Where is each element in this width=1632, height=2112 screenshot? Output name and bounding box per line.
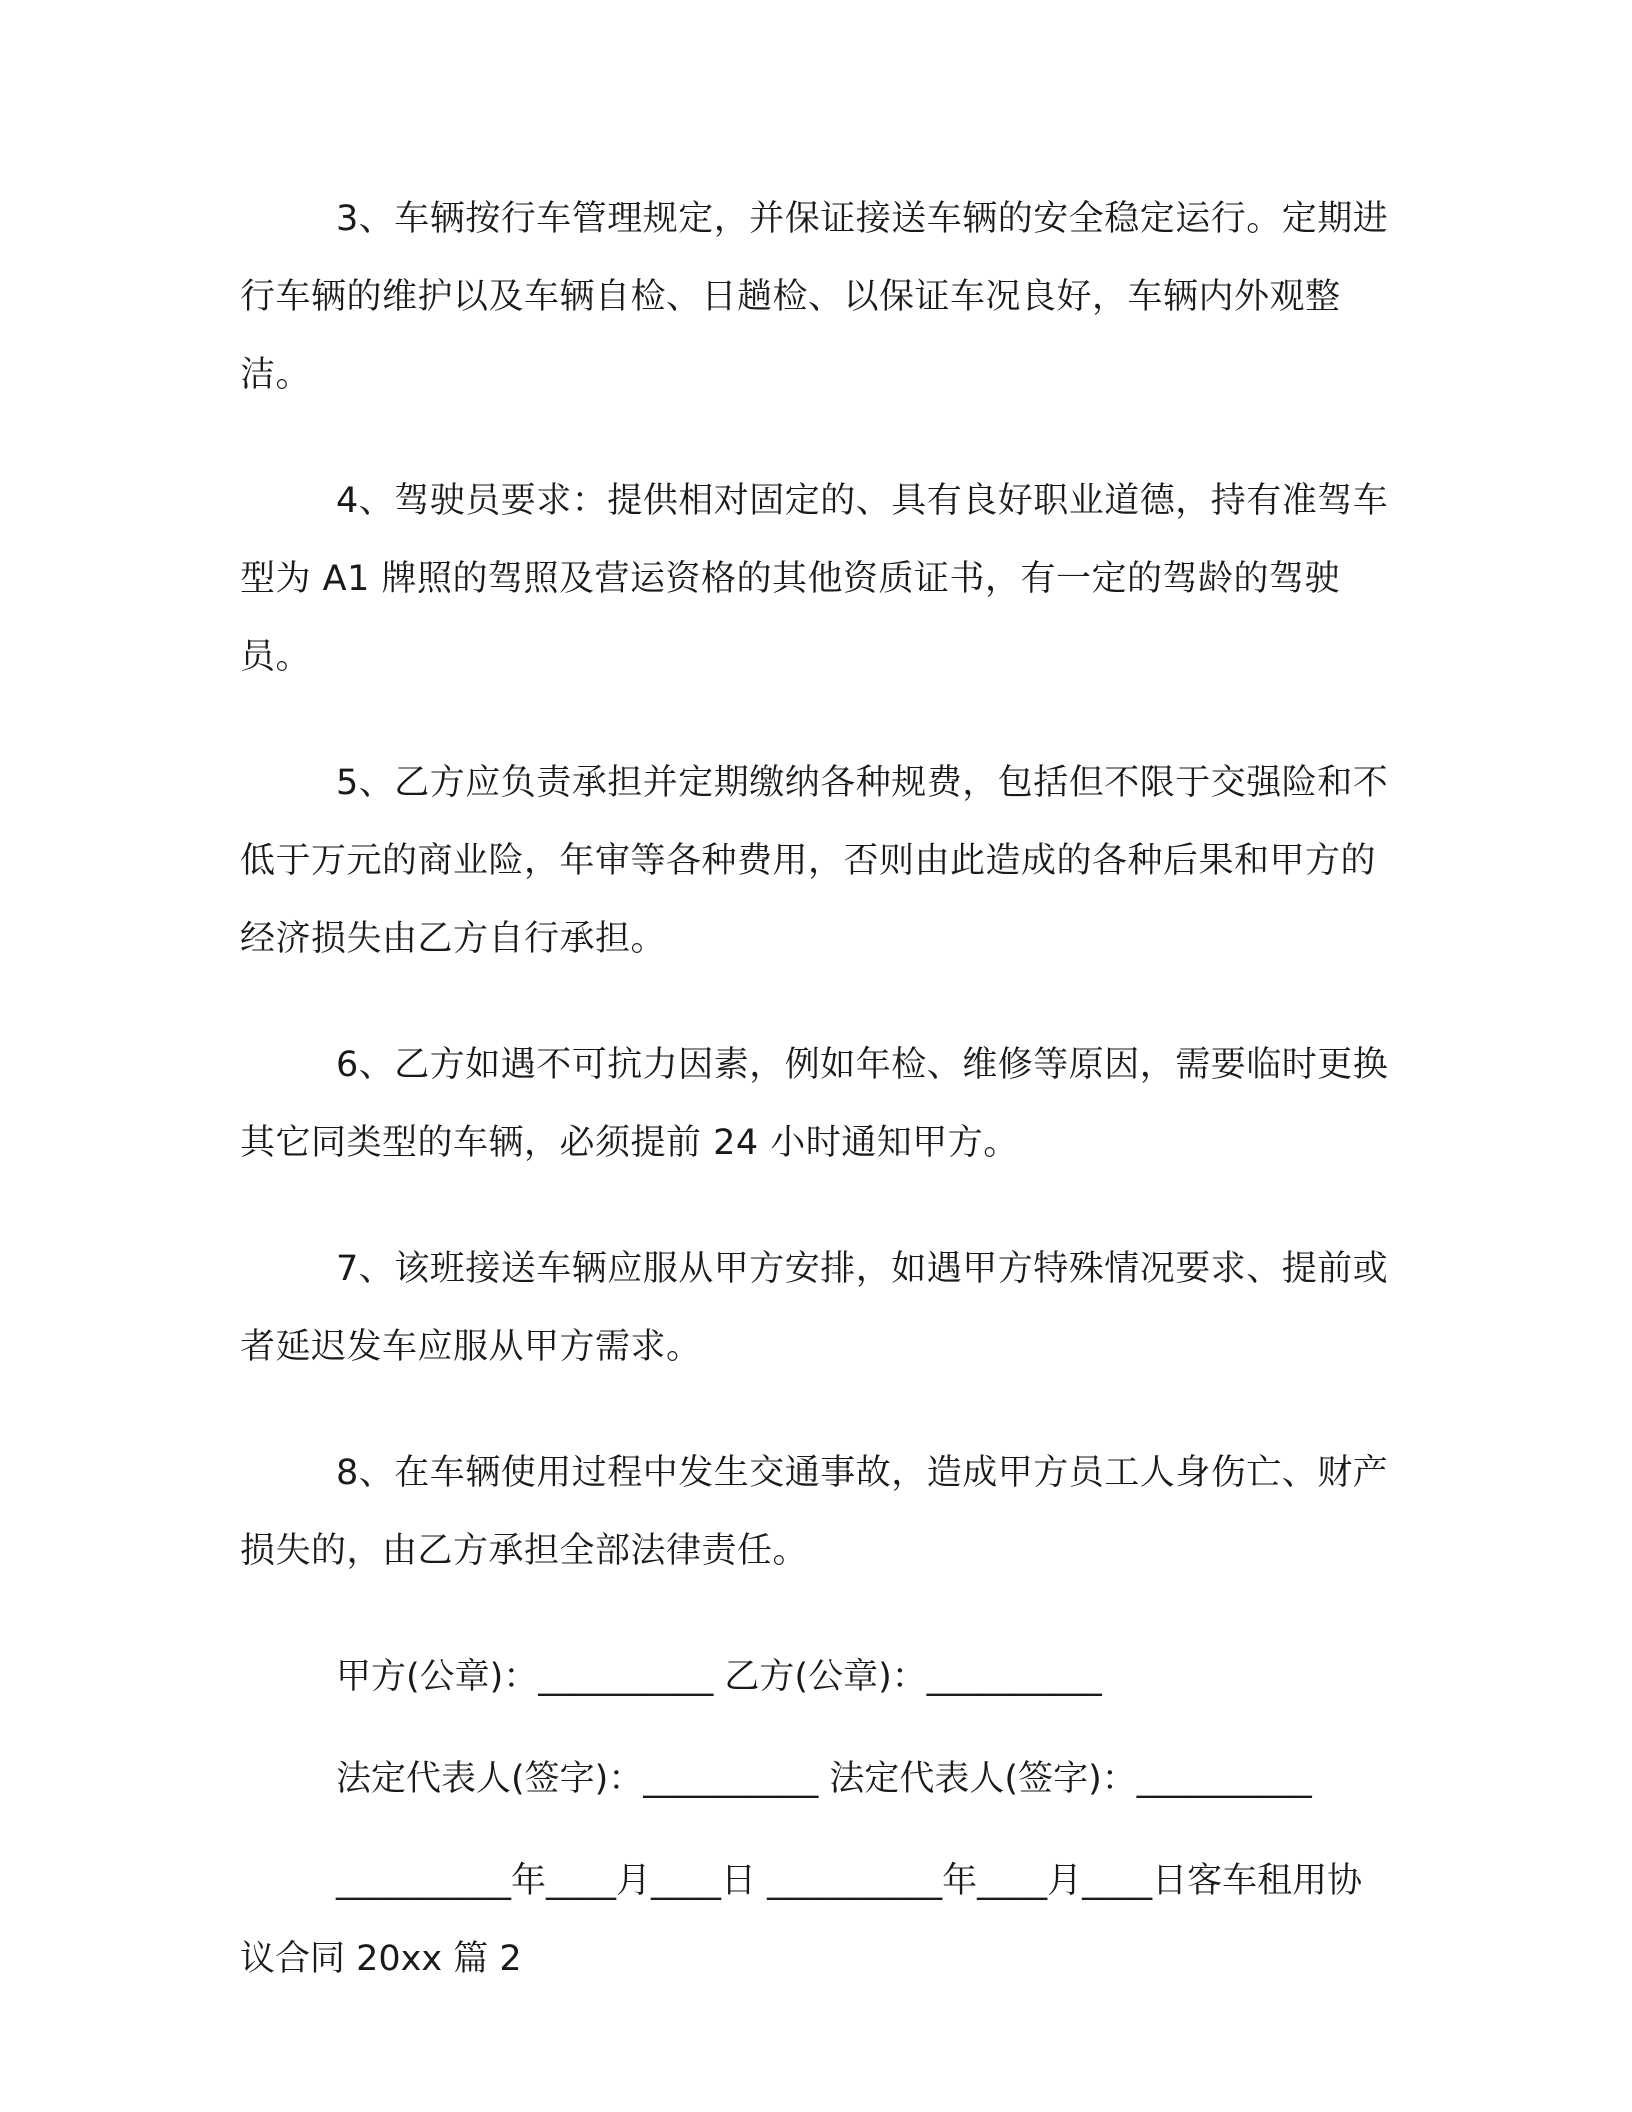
clause-6: 6、乙方如遇不可抗力因素，例如年检、维修等原因，需要临时更换其它同类型的车辆，必须提前 24 小时通知甲方。 (240, 1045, 1389, 1163)
clause-4: 4、驾驶员要求：提供相对固定的、具有良好职业道德，持有准驾车型为 A1 牌照的驾照及营运资格的其他资质证书，有一定的驾龄的驾驶员。 (240, 481, 1389, 677)
date-and-next-title: __________年____月____日 __________年____月____日客车租用协议合同 20xx 篇 2 (240, 1861, 1363, 1979)
clause-3: 3、车辆按行车管理规定，并保证接送车辆的安全稳定运行。定期进行车辆的维护以及车辆自检、日趟检、以保证车况良好，车辆内外观整洁。 (240, 199, 1389, 395)
seal-signature-line: 甲方(公章)：__________ 乙方(公章)：__________ (336, 1657, 1102, 1697)
clause-7: 7、该班接送车辆应服从甲方安排，如遇甲方特殊情况要求、提前或者延迟发车应服从甲方需求。 (240, 1249, 1389, 1367)
representative-signature-line: 法定代表人(签字)：__________ 法定代表人(签字)：__________ (336, 1759, 1312, 1799)
document-body (240, 180, 1390, 1998)
clause-8: 8、在车辆使用过程中发生交通事故，造成甲方员工人身伤亡、财产损失的，由乙方承担全部法律责任。 (240, 1453, 1389, 1571)
clause-5: 5、乙方应负责承担并定期缴纳各种规费，包括但不限于交强险和不低于万元的商业险，年审等各种费用，否则由此造成的各种后果和甲方的经济损失由乙方自行承担。 (240, 763, 1389, 959)
